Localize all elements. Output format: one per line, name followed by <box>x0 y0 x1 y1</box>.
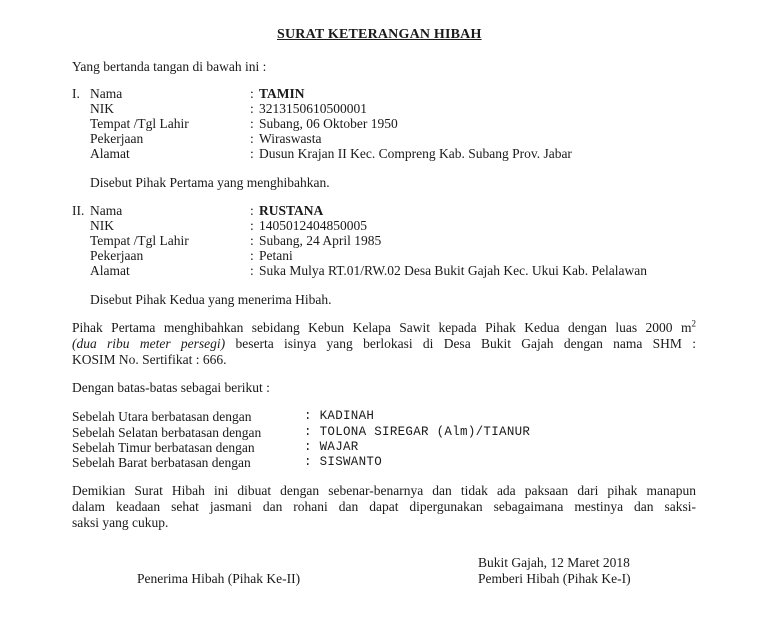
pihak-1-value-pekerjaan: Wiraswasta <box>259 131 322 146</box>
batas-label-timur: Sebelah Timur berbatasan dengan <box>72 440 255 455</box>
batas-value-timur: : WAJAR <box>304 440 359 454</box>
pihak-2-label-nama: Nama <box>90 203 123 218</box>
closing-line-2: dalam keadaan sehat jasmani dan rohani dan dapat dipergunakan sebagaimana mestinya dan saksi- <box>72 499 696 514</box>
pihak-2-note: Disebut Pihak Kedua yang menerima Hibah. <box>90 292 332 307</box>
area-unit-superscript: 2 <box>691 318 696 329</box>
batas-intro: Dengan batas-batas sebagai berikut : <box>72 380 270 395</box>
pihak-1-label-pekerjaan: Pekerjaan <box>90 131 144 146</box>
hibah-area-words: (dua ribu meter persegi) <box>72 336 226 351</box>
pihak-1-sep-nama: : <box>250 86 254 101</box>
intro-text: Yang bertanda tangan di bawah ini : <box>72 59 267 74</box>
batas-label-barat: Sebelah Barat berbatasan dengan <box>72 455 251 470</box>
pihak-1-label-alamat: Alamat <box>90 146 130 161</box>
pihak-1-value-nik: 3213150610500001 <box>259 101 367 116</box>
pemberi-label: Pemberi Hibah (Pihak Ke-I) <box>478 571 631 586</box>
hibah-line-3: KOSIM No. Sertifikat : 666. <box>72 352 227 367</box>
closing-line-3: saksi yang cukup. <box>72 515 169 530</box>
document-title: SURAT KETERANGAN HIBAH <box>277 27 482 42</box>
batas-value-selatan: : TOLONA SIREGAR (Alm)/TIANUR <box>304 425 531 439</box>
pihak-2-value-nik: 1405012404850005 <box>259 218 367 233</box>
hibah-line-2-text: beserta isinya yang berlokasi di Desa Bukit Gajah dengan nama SHM : <box>225 336 696 351</box>
hibah-line-2 <box>72 336 696 352</box>
penerima-label: Penerima Hibah (Pihak Ke-II) <box>137 571 301 586</box>
pihak-2-value-pekerjaan: Petani <box>259 248 293 263</box>
batas-value-barat: : SISWANTO <box>304 455 383 469</box>
pihak-1-value-nama: TAMIN <box>259 86 305 101</box>
pihak-1-numeral: I. <box>72 86 80 101</box>
pihak-2-label-nik: NIK <box>90 218 114 233</box>
pihak-1-sep-ttl: : <box>250 116 254 131</box>
pihak-2-label-alamat: Alamat <box>90 263 130 278</box>
batas-label-selatan: Sebelah Selatan berbatasan dengan <box>72 425 262 440</box>
batas-value-utara: : KADINAH <box>304 409 375 423</box>
pihak-2-value-nama: RUSTANA <box>259 203 324 218</box>
pihak-1-note: Disebut Pihak Pertama yang menghibahkan. <box>90 175 330 190</box>
hibah-paragraph <box>72 320 696 368</box>
pihak-1-label-ttl: Tempat /Tgl Lahir <box>90 116 189 131</box>
hibah-line-1-text: Pihak Pertama menghibahkan sebidang Kebun Kelapa Sawit kepada Pihak Kedua dengan luas 2000 m <box>72 320 692 335</box>
hibah-line-1 <box>72 320 696 336</box>
pihak-1-label-nik: NIK <box>90 101 114 116</box>
pihak-2-sep-nik: : <box>250 218 254 233</box>
batas-label-utara: Sebelah Utara berbatasan dengan <box>72 409 252 424</box>
place-date: Bukit Gajah, 12 Maret 2018 <box>478 555 630 570</box>
pihak-1-value-ttl: Subang, 06 Oktober 1950 <box>259 116 398 131</box>
pihak-2-value-ttl: Subang, 24 April 1985 <box>259 233 382 248</box>
closing-line-1: Demikian Surat Hibah ini dibuat dengan sebenar-benarnya dan tidak ada paksaan dari pihak manapun <box>72 483 696 498</box>
pihak-2-label-ttl: Tempat /Tgl Lahir <box>90 233 189 248</box>
pihak-1-sep-nik: : <box>250 101 254 116</box>
pihak-2-label-pekerjaan: Pekerjaan <box>90 248 144 263</box>
pihak-2-sep-alamat: : <box>250 263 254 278</box>
pihak-1-sep-pekerjaan: : <box>250 131 254 146</box>
pihak-1-sep-alamat: : <box>250 146 254 161</box>
pihak-2-sep-nama: : <box>250 203 254 218</box>
pihak-2-sep-pekerjaan: : <box>250 248 254 263</box>
closing-paragraph <box>72 483 696 531</box>
pihak-1-label-nama: Nama <box>90 86 123 101</box>
pihak-1-value-alamat: Dusun Krajan II Kec. Compreng Kab. Subang Prov. Jabar <box>259 146 572 161</box>
pihak-2-value-alamat: Suka Mulya RT.01/RW.02 Desa Bukit Gajah Kec. Ukui Kab. Pelalawan <box>259 263 647 278</box>
pihak-2-sep-ttl: : <box>250 233 254 248</box>
pihak-2-numeral: II. <box>72 203 85 218</box>
